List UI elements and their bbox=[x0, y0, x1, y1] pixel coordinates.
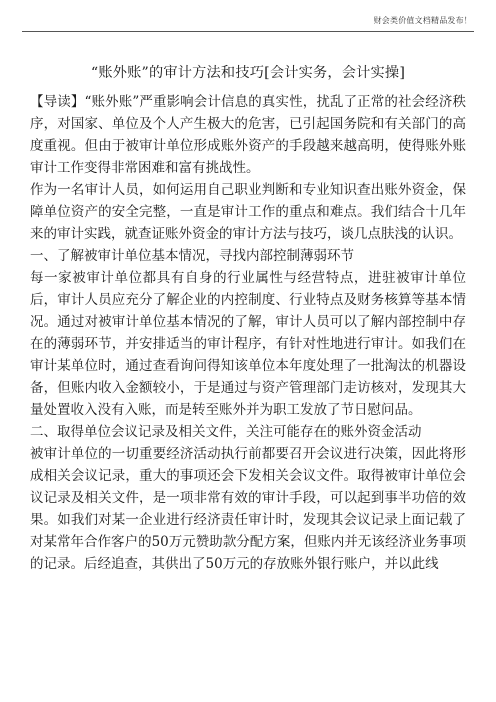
body-paragraph: 被审计单位的一切重要经济活动执行前都要召开会议进行决策，因此将形成相关会议记录，重大的事项还会下发相关会议文件。取得被审计单位会议记录及相关文件，是一项非常有效的审计手段，可以起到事半功倍的效果。如我们对某一企业进行经济责任审计时，发现其会议记录上面记载了对某常年合作客户的50万元赞助款分配方案，但账内并无该经济业务事项的记录。后经追查，其供出了50万元的存放账外银行账户，并以此线 bbox=[30, 446, 466, 572]
section-heading-1: 一、了解被审计单位基本情况，寻找内部控制薄弱环节 bbox=[30, 248, 354, 264]
intro-paragraph: 【导读】“账外账”严重影响会计信息的真实性，扰乱了正常的社会经济秩序，对国家、单位及个人产生极大的危害，已引起国务院和有关部门的高度重视。但由于被审计单位形成账外资产的手段越来越高明，使得账外账审计工作变得非常困难和富有挑战性。 bbox=[30, 94, 466, 176]
body-paragraph: 每一家被审计单位都具有自身的行业属性与经营特点，进驻被审计单位后，审计人员应充分了解企业的内控制度、行业特点及财务核算等基本情况。通过对被审计单位基本情况的了解，审计人员可以了解内部控制中存在的薄弱环节，并安排适当的审计程序，有针对性地进行审计。如我们在审计某单位时，通过查看询问得知该单位本年度处理了一批淘汰的机器设备，但账内收入金额较小，于是通过与资产管理部门走访核对，发现其大量处置收入没有入账，而是转至账外并为职工发放了节日慰问品。 bbox=[30, 270, 466, 418]
header-divider bbox=[22, 31, 474, 32]
section-heading-2: 二、取得单位会议记录及相关文件，关注可能存在的账外资金活动 bbox=[30, 424, 422, 440]
document-body bbox=[30, 91, 466, 575]
body-paragraph: 作为一名审计人员，如何运用自己职业判断和专业知识查出账外资金，保障单位资产的安全完整，一直是审计工作的重点和难点。我们结合十几年来的审计实践，就查证账外资金的审计方法与技巧，谈几点肤浅的认识。 bbox=[30, 182, 466, 242]
document-title: “账外账”的审计方法和技巧[会计实务，会计实操] bbox=[90, 65, 406, 81]
header-note: 财会类价值文档精品发布！ bbox=[373, 16, 472, 25]
